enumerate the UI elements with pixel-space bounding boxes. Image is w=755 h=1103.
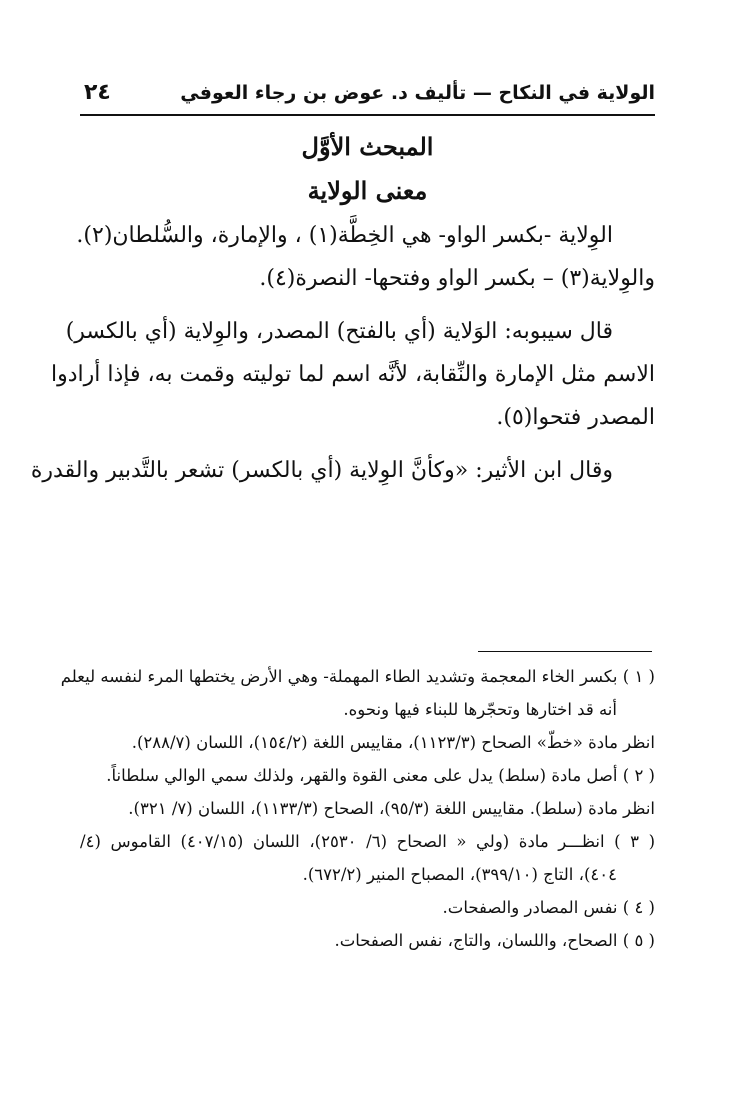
footnote-line: ( ١ ) بكسر الخاء المعجمة وتشديد الطاء المهملة- وهي الأرض يختطها المرء لنفسه ليعلم — [60, 667, 655, 686]
section-heading: المبحث الأوَّل — [301, 132, 434, 161]
footnote-line: ( ٥ ) الصحاح، واللسان، والتاج، نفس الصفحات. — [334, 931, 655, 950]
paragraph-line: والوِلاية(٣) – بكسر الواو وفتحها- النصرة(٤). — [259, 266, 655, 291]
book-title: الولاية في النكاح — تأليف د. عوض بن رجاء العوفي — [180, 82, 655, 104]
subject-heading: معنى الولاية — [307, 176, 428, 205]
paragraph-line: المصدر فتحوا(٥). — [496, 405, 655, 430]
body-text — [50, 310, 655, 439]
footnote-line: أنه قد اختارها وتحجّرها للبناء فيها ونحوه. — [343, 700, 617, 719]
paragraph-line: الاسم مثل الإمارة والنِّقابة، لأنَّه اسم لما توليته وقمت به، فإذا أرادوا — [50, 362, 655, 387]
footnote-line: ( ٢ ) أصل مادة (سلط) يدل على معنى القوة والقهر، ولذلك سمي الوالي سلطاناً. — [106, 766, 655, 785]
page-number: ٢٤ — [84, 80, 111, 105]
body-text — [76, 214, 655, 300]
paragraph-line: وقال ابن الأثير: «وكأنَّ الوِلاية (أي بالكسر) تشعر بالتَّدبير والقدرة — [30, 458, 613, 483]
footnotes — [60, 660, 656, 957]
body-text — [30, 449, 655, 492]
footnote-line: انظر مادة «خطّ» الصحاح (١١٢٣/٣)، مقاييس اللغة (١٥٤/٢)، اللسان (٢٨٨/٧). — [131, 733, 655, 752]
paragraph-line: الوِلاية -بكسر الواو- هي الخِطَّة(١) ، والإمارة، والسُّلطان(٢). — [76, 223, 613, 248]
footnote-separator — [478, 651, 652, 652]
footnote-line: ( ٤ ) نفس المصادر والصفحات. — [442, 898, 655, 917]
paragraph-line: قال سيبوبه: الوَلاية (أي بالفتح) المصدر، والوِلاية (أي بالكسر) — [65, 319, 613, 344]
running-header — [80, 78, 655, 116]
footnote-line: ٤٠٤)، التاج (٣٩٩/١٠)، المصباح المنير (٦٧٢/٢). — [302, 865, 617, 884]
footnote-line: ( ٣ ) انظـــر مادة (ولي « الصحاح (٦/ ٢٥٣٠)، اللسان (٤٠٧/١٥) القاموس (٤/ — [80, 832, 656, 851]
footnote-line: انظر مادة (سلط). مقاييس اللغة (٩٥/٣)، الصحاح (١١٣٣/٣)، اللسان (٧/ ٣٢١). — [128, 799, 655, 818]
